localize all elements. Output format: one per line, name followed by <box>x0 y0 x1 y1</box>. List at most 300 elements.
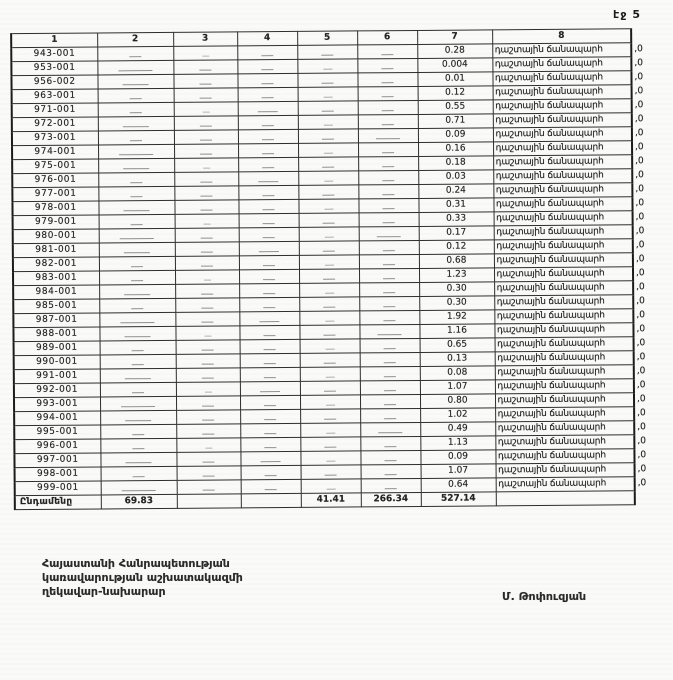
empty-cell-col4 <box>240 353 300 367</box>
page-number-label: էջ 5 <box>613 8 641 21</box>
empty-cell-col6 <box>359 310 419 324</box>
empty-cell-col3 <box>175 242 239 257</box>
area-value-cell: 0.30 <box>419 296 494 311</box>
empty-cell-col2 <box>101 466 177 481</box>
empty-cell-col3 <box>174 130 238 145</box>
totals-col7: 527.14 <box>421 492 496 507</box>
parcel-id-cell: 976-001 <box>12 173 98 188</box>
empty-cell-col5 <box>298 157 358 171</box>
empty-cell-col5 <box>297 45 357 59</box>
empty-cell-col5 <box>300 381 360 395</box>
land-use-cell: դաշտային ճանապարհ <box>494 225 633 240</box>
land-use-cell: դաշտային ճանապարհ <box>493 99 632 114</box>
empty-cell-col6 <box>358 86 418 100</box>
empty-cell-col5 <box>299 213 359 227</box>
empty-cell-col4 <box>238 129 298 143</box>
issuer-line-2: կառավարության աշխատակազմի <box>42 571 243 584</box>
margin-mark: ,0 <box>634 128 644 139</box>
empty-cell-col2 <box>99 214 175 229</box>
empty-cell-col4 <box>238 101 298 115</box>
land-use-cell: դաշտային ճանապարհ <box>493 169 632 184</box>
land-use-cell: դաշտային ճանապարհ <box>495 421 634 436</box>
empty-cell-col4 <box>238 157 298 171</box>
margin-mark: ,0 <box>637 450 647 461</box>
empty-cell-col4 <box>237 45 297 59</box>
empty-cell-col5 <box>299 241 359 255</box>
empty-cell-col3 <box>176 340 240 355</box>
parcel-id-cell: 984-001 <box>13 285 99 300</box>
empty-cell-col6 <box>360 394 420 408</box>
empty-cell-col4 <box>239 325 299 339</box>
parcel-id-cell: 971-001 <box>12 103 98 118</box>
area-value-cell: 1.23 <box>419 268 494 283</box>
margin-mark: ,0 <box>635 240 645 251</box>
empty-cell-col3 <box>176 396 240 411</box>
issuer-line-3: ղեկավար-նախարար <box>42 585 166 598</box>
empty-cell-col5 <box>298 87 358 101</box>
area-value-cell: 0.71 <box>418 114 493 129</box>
empty-cell-col2 <box>99 298 175 313</box>
area-value-cell: 1.92 <box>419 310 494 325</box>
column-header-4: 4 <box>237 31 297 45</box>
empty-cell-col3 <box>175 284 239 299</box>
empty-cell-col4 <box>240 339 300 353</box>
land-use-cell: դաշտային ճանապարհ <box>494 253 633 268</box>
area-value-cell: 1.07 <box>420 380 495 395</box>
empty-cell-col5 <box>301 465 361 479</box>
empty-cell-col3 <box>175 298 239 313</box>
table-body <box>11 43 668 496</box>
empty-cell-col5 <box>298 143 358 157</box>
margin-mark: ,0 <box>637 436 646 447</box>
margin-mark: ,0 <box>636 394 646 405</box>
empty-cell-col5 <box>299 297 359 311</box>
totals-label: Ընդամենը <box>15 495 101 510</box>
margin-mark: ,0 <box>636 380 646 391</box>
margin-mark: ,0 <box>634 72 644 83</box>
empty-cell-col4 <box>240 395 300 409</box>
totals-col2: 69.83 <box>101 494 177 509</box>
parcel-id-cell: 953-001 <box>11 61 97 76</box>
empty-cell-col4 <box>239 283 299 297</box>
parcel-id-cell: 987-001 <box>13 313 99 328</box>
land-use-cell: դաշտային ճանապարհ <box>493 155 632 170</box>
empty-cell-col3 <box>177 480 241 495</box>
area-value-cell: 0.13 <box>420 352 495 367</box>
parcel-id-cell: 956-002 <box>11 75 97 90</box>
empty-cell-col5 <box>300 339 360 353</box>
margin-mark: ,0 <box>636 338 646 349</box>
land-use-cell: դաշտային ճանապարհ <box>494 323 633 338</box>
empty-cell-col2 <box>100 382 176 397</box>
empty-cell-col5 <box>299 283 359 297</box>
empty-cell-col5 <box>300 367 360 381</box>
area-value-cell: 0.12 <box>419 240 494 255</box>
empty-cell-col3 <box>174 144 238 159</box>
margin-mark: ,0 <box>636 366 646 377</box>
margin-mark: ,0 <box>636 310 645 321</box>
empty-cell-col2 <box>99 270 175 285</box>
column-header-7: 7 <box>417 30 492 45</box>
empty-cell-col2 <box>98 158 174 173</box>
empty-cell-col2 <box>98 116 174 131</box>
column-header-1: 1 <box>11 33 97 48</box>
empty-cell-col3 <box>174 102 238 117</box>
margin-mark: ,0 <box>634 58 644 69</box>
issuer-line-1: Հայաստանի Հանրապետության <box>42 557 230 570</box>
margin-mark: ,0 <box>635 170 644 181</box>
empty-cell-col4 <box>240 381 300 395</box>
empty-cell-col3 <box>173 46 237 61</box>
land-use-cell: դաշտային ճանապարհ <box>493 197 632 212</box>
empty-cell-col3 <box>175 326 239 341</box>
empty-cell-col5 <box>299 311 359 325</box>
land-use-cell: դաշտային ճանապարհ <box>493 127 632 142</box>
empty-cell-col6 <box>357 44 417 58</box>
parcel-id-cell: 983-001 <box>13 271 99 286</box>
parcel-id-cell: 990-001 <box>14 355 100 370</box>
parcel-id-cell: 992-001 <box>14 383 100 398</box>
area-value-cell: 0.08 <box>420 366 495 381</box>
margin-mark: ,0 <box>636 324 646 335</box>
empty-cell-col6 <box>358 156 418 170</box>
empty-cell-col5 <box>301 479 361 493</box>
parcel-id-cell: 991-001 <box>14 369 100 384</box>
empty-cell-col4 <box>240 409 300 423</box>
scanned-table-region <box>10 28 670 510</box>
empty-cell-col2 <box>97 60 173 75</box>
empty-cell-col5 <box>300 437 360 451</box>
parcel-id-cell: 988-001 <box>13 327 99 342</box>
land-use-cell: դաշտային ճանապարհ <box>495 379 634 394</box>
land-use-cell: դաշտային ճանապարհ <box>494 309 633 324</box>
empty-cell-col4 <box>239 255 299 269</box>
empty-cell-col2 <box>100 438 176 453</box>
land-use-cell: դաշտային ճանապարհ <box>495 407 634 422</box>
totals-margin-mark <box>635 491 669 505</box>
empty-cell-col2 <box>100 340 176 355</box>
land-use-cell: դաշտային ճանապարհ <box>492 43 631 58</box>
margin-mark: ,0 <box>637 478 647 489</box>
area-value-cell: 0.31 <box>418 198 493 213</box>
empty-cell-col3 <box>176 452 240 467</box>
empty-cell-col6 <box>359 324 419 338</box>
parcel-id-cell: 973-001 <box>12 131 98 146</box>
land-use-cell: դաշտային ճանապարհ <box>496 463 635 478</box>
area-value-cell: 0.01 <box>417 72 492 87</box>
empty-cell-col6 <box>361 478 421 492</box>
area-value-cell: 0.55 <box>418 100 493 115</box>
empty-cell-col4 <box>240 367 300 381</box>
empty-cell-col5 <box>300 423 360 437</box>
land-use-cell: դաշտային ճանապարհ <box>493 183 632 198</box>
issuer-block <box>42 557 243 599</box>
margin-mark: ,0 <box>635 268 645 279</box>
empty-cell-col6 <box>360 380 420 394</box>
land-use-cell: դաշտային ճանապարհ <box>495 449 634 464</box>
empty-cell-col6 <box>358 184 418 198</box>
land-use-cell: դաշտային ճանապարհ <box>496 477 635 492</box>
column-header-6: 6 <box>357 30 417 44</box>
land-use-cell: դաշտային ճանապարհ <box>495 351 634 366</box>
margin-mark: ,0 <box>635 226 645 237</box>
empty-cell-col3 <box>175 228 239 243</box>
parcel-id-cell: 963-001 <box>12 89 98 104</box>
totals-col5: 41.41 <box>301 493 361 507</box>
empty-cell-col4 <box>239 241 299 255</box>
area-value-cell: 1.07 <box>421 464 496 479</box>
empty-cell-col4 <box>241 479 301 493</box>
empty-cell-col3 <box>174 200 238 215</box>
margin-mark: ,0 <box>637 464 647 475</box>
empty-cell-col5 <box>299 269 359 283</box>
empty-cell-col2 <box>99 284 175 299</box>
empty-cell-col6 <box>358 142 418 156</box>
margin-mark: ,0 <box>635 198 645 209</box>
empty-cell-col2 <box>98 186 174 201</box>
area-value-cell: 0.18 <box>418 156 493 171</box>
parcel-id-cell: 979-001 <box>13 215 99 230</box>
empty-cell-col3 <box>174 158 238 173</box>
empty-cell-col3 <box>176 368 240 383</box>
empty-cell-col4 <box>237 59 297 73</box>
empty-cell-col4 <box>239 269 299 283</box>
margin-mark: ,0 <box>634 44 643 55</box>
area-value-cell: 0.28 <box>417 44 492 59</box>
empty-cell-col2 <box>99 228 175 243</box>
parcel-id-cell: 997-001 <box>14 453 100 468</box>
empty-cell-col2 <box>99 326 175 341</box>
area-value-cell: 0.16 <box>418 142 493 157</box>
empty-cell-col6 <box>360 450 420 464</box>
empty-cell-col2 <box>98 144 174 159</box>
empty-cell-col3 <box>176 410 240 425</box>
empty-cell-col5 <box>297 73 357 87</box>
land-use-cell: դաշտային ճանապարհ <box>494 239 633 254</box>
margin-mark: ,0 <box>636 296 645 307</box>
area-value-cell: 1.13 <box>420 436 495 451</box>
empty-cell-col4 <box>238 87 298 101</box>
empty-cell-col5 <box>299 255 359 269</box>
empty-cell-col5 <box>298 185 358 199</box>
parcel-id-cell: 981-001 <box>13 243 99 258</box>
land-use-cell: դաշտային ճանապարհ <box>493 85 632 100</box>
empty-cell-col3 <box>174 186 238 201</box>
area-value-cell: 0.65 <box>420 338 495 353</box>
empty-cell-col3 <box>173 74 237 89</box>
empty-cell-col2 <box>99 312 175 327</box>
empty-cell-col6 <box>359 240 419 254</box>
land-use-cell: դաշտային ճանապարհ <box>492 57 631 72</box>
empty-cell-col3 <box>176 354 240 369</box>
column-header-8: 8 <box>492 29 631 44</box>
parcel-id-cell: 977-001 <box>12 187 98 202</box>
empty-cell-col4 <box>239 297 299 311</box>
empty-cell-col3 <box>174 88 238 103</box>
empty-cell-col3 <box>175 270 239 285</box>
area-value-cell: 0.80 <box>420 394 495 409</box>
area-value-cell: 0.30 <box>419 282 494 297</box>
empty-cell-col5 <box>300 451 360 465</box>
area-value-cell: 0.24 <box>418 184 493 199</box>
empty-cell-col5 <box>298 129 358 143</box>
land-parcel-table <box>10 28 670 510</box>
area-value-cell: 0.68 <box>419 254 494 269</box>
column-header-2: 2 <box>97 32 173 47</box>
empty-cell-col5 <box>297 59 357 73</box>
area-value-cell: 0.33 <box>419 212 494 227</box>
land-use-cell: դաշտային ճանապարհ <box>494 281 633 296</box>
empty-cell-col5 <box>300 353 360 367</box>
parcel-id-cell: 985-001 <box>13 299 99 314</box>
empty-cell-col6 <box>358 170 418 184</box>
empty-cell-col2 <box>99 256 175 271</box>
column-header-5: 5 <box>297 31 357 45</box>
empty-cell-col5 <box>298 101 358 115</box>
land-use-cell: դաշտային ճանապարհ <box>493 113 632 128</box>
empty-cell-col6 <box>359 296 419 310</box>
empty-cell-col2 <box>100 452 176 467</box>
margin-mark: ,0 <box>635 142 644 153</box>
land-use-cell: դաշտային ճանապարհ <box>495 393 634 408</box>
land-use-cell: դաշտային ճանապարհ <box>492 71 631 86</box>
land-use-cell: դաշտային ճանապարհ <box>493 141 632 156</box>
empty-cell-col6 <box>359 226 419 240</box>
empty-cell-col6 <box>360 366 420 380</box>
area-value-cell: 1.02 <box>420 408 495 423</box>
parcel-id-cell: 982-001 <box>13 257 99 272</box>
totals-col4 <box>241 493 301 507</box>
land-use-cell: դաշտային ճանապարհ <box>494 295 633 310</box>
empty-cell-col6 <box>358 114 418 128</box>
empty-cell-col5 <box>298 199 358 213</box>
empty-cell-col4 <box>239 227 299 241</box>
empty-cell-col3 <box>173 60 237 75</box>
empty-cell-col5 <box>300 395 360 409</box>
empty-cell-col3 <box>175 214 239 229</box>
empty-cell-col3 <box>174 172 238 187</box>
column-header-3: 3 <box>173 32 237 47</box>
empty-cell-col6 <box>359 254 419 268</box>
empty-cell-col4 <box>238 185 298 199</box>
empty-cell-col2 <box>101 480 177 495</box>
land-use-cell: դաշտային ճանապարհ <box>495 365 634 380</box>
area-value-cell: 0.09 <box>418 128 493 143</box>
margin-mark: ,0 <box>635 254 645 265</box>
parcel-id-cell: 994-001 <box>14 411 100 426</box>
empty-cell-col3 <box>176 424 240 439</box>
parcel-id-cell: 972-001 <box>12 117 98 132</box>
margin-mark: ,0 <box>634 86 644 97</box>
empty-cell-col5 <box>298 115 358 129</box>
empty-cell-col5 <box>299 325 359 339</box>
parcel-id-cell: 975-001 <box>12 159 98 174</box>
empty-cell-col5 <box>299 227 359 241</box>
area-value-cell: 0.004 <box>417 58 492 73</box>
empty-cell-col6 <box>359 212 419 226</box>
empty-cell-col4 <box>237 73 297 87</box>
margin-mark: ,0 <box>635 212 645 223</box>
empty-cell-col6 <box>360 422 420 436</box>
empty-cell-col4 <box>240 437 300 451</box>
empty-cell-col6 <box>358 128 418 142</box>
margin-mark: ,0 <box>637 408 646 419</box>
empty-cell-col4 <box>239 311 299 325</box>
empty-cell-col2 <box>98 130 174 145</box>
empty-cell-col2 <box>97 74 173 89</box>
empty-cell-col6 <box>360 352 420 366</box>
empty-cell-col4 <box>238 199 298 213</box>
empty-cell-col3 <box>175 312 239 327</box>
empty-cell-col3 <box>176 382 240 397</box>
parcel-id-cell: 995-001 <box>14 425 100 440</box>
parcel-id-cell: 998-001 <box>15 467 101 482</box>
parcel-id-cell: 978-001 <box>12 201 98 216</box>
margin-mark-header <box>631 29 665 43</box>
area-value-cell: 0.03 <box>418 170 493 185</box>
empty-cell-col6 <box>358 198 418 212</box>
parcel-id-cell: 943-001 <box>11 47 97 62</box>
empty-cell-col4 <box>240 423 300 437</box>
margin-mark: ,0 <box>634 114 644 125</box>
empty-cell-col6 <box>360 436 420 450</box>
empty-cell-col2 <box>98 172 174 187</box>
empty-cell-col2 <box>100 410 176 425</box>
parcel-id-cell: 980-001 <box>13 229 99 244</box>
empty-cell-col3 <box>177 466 241 481</box>
margin-mark: ,0 <box>635 156 644 167</box>
empty-cell-col2 <box>99 242 175 257</box>
empty-cell-col2 <box>97 46 173 61</box>
parcel-id-cell: 989-001 <box>14 341 100 356</box>
empty-cell-col3 <box>175 256 239 271</box>
empty-cell-col2 <box>98 102 174 117</box>
empty-cell-col2 <box>98 88 174 103</box>
empty-cell-col3 <box>174 116 238 131</box>
totals-col6: 266.34 <box>361 492 421 506</box>
empty-cell-col3 <box>176 438 240 453</box>
land-use-cell: դաշտային ճանապարհ <box>494 267 633 282</box>
empty-cell-col2 <box>100 424 176 439</box>
land-use-cell: դաշտային ճանապարհ <box>494 211 633 226</box>
area-value-cell: 0.17 <box>419 226 494 241</box>
empty-cell-col6 <box>360 408 420 422</box>
area-value-cell: 0.64 <box>421 478 496 493</box>
empty-cell-col5 <box>300 409 360 423</box>
land-use-cell: դաշտային ճանապարհ <box>495 435 634 450</box>
margin-mark: ,0 <box>636 352 646 363</box>
empty-cell-col4 <box>239 213 299 227</box>
totals-col8 <box>496 491 635 506</box>
empty-cell-col4 <box>240 451 300 465</box>
empty-cell-col6 <box>357 58 417 72</box>
empty-cell-col2 <box>98 200 174 215</box>
margin-mark: ,0 <box>637 422 646 433</box>
empty-cell-col4 <box>238 143 298 157</box>
empty-cell-col5 <box>298 171 358 185</box>
area-value-cell: 0.49 <box>420 422 495 437</box>
parcel-id-cell: 999-001 <box>15 481 101 496</box>
empty-cell-col6 <box>361 464 421 478</box>
totals-col3 <box>177 494 241 509</box>
area-value-cell: 0.12 <box>418 86 493 101</box>
signature-name: Մ. Թոփուզյան <box>502 590 587 603</box>
empty-cell-col4 <box>238 115 298 129</box>
margin-mark: ,0 <box>635 184 645 195</box>
empty-cell-col6 <box>359 268 419 282</box>
land-use-cell: դաշտային ճանապարհ <box>495 337 634 352</box>
parcel-id-cell: 974-001 <box>12 145 98 160</box>
